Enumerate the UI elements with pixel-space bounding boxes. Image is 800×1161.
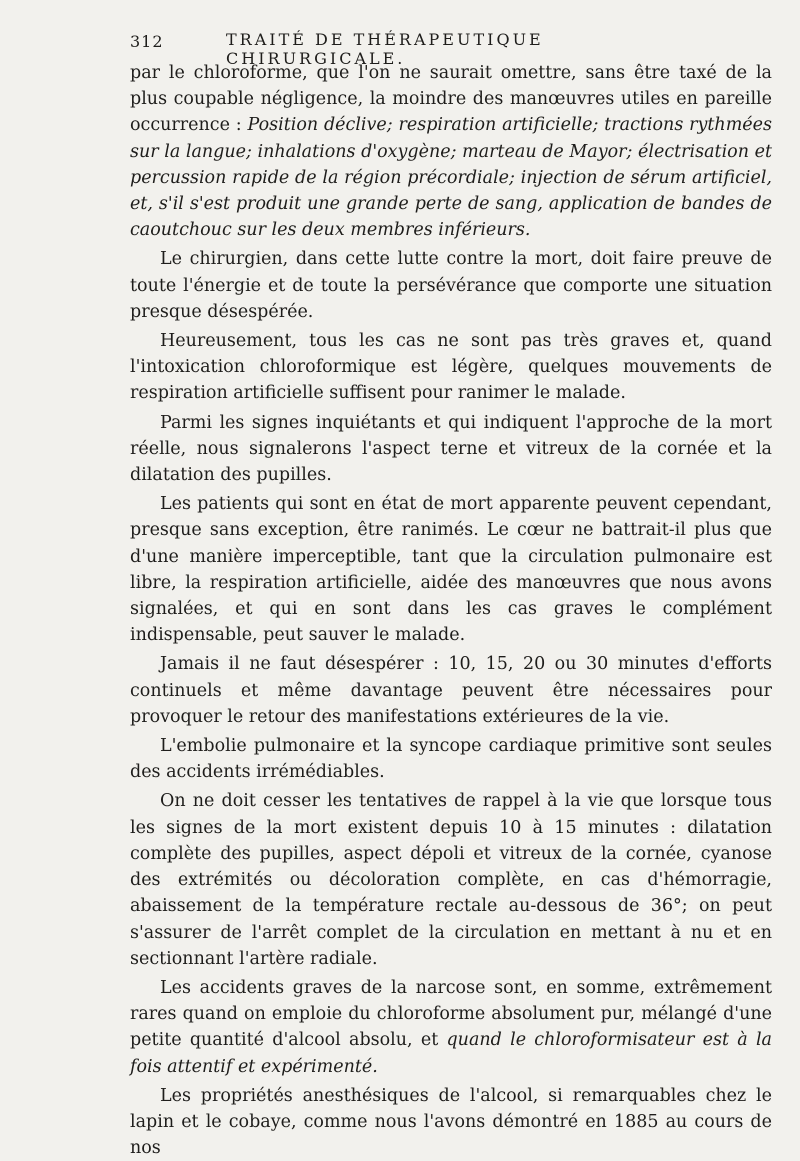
text-segment: Le chirurgien, dans cette lutte contre la mort, doit faire preuve de toute l'énergie et de toute la persévérance que comporte une situation presque désespérée. (130, 249, 772, 322)
text-segment: Les propriétés anesthésiques de l'alcool, si remarquables chez le lapin et le cobaye, comme nous l'avons démontré en 1885 au cours de nos (130, 1085, 772, 1159)
text-segment: Les patients qui sont en état de mort apparente peuvent cependant, presque sans exception, être ranimés. Le cœur ne battrait-il plus que d'une manière imperceptible, tant que la circulation pulmonaire est libre, la respiration artificielle, aidée des manœuvres que nous avons signalées, et qui en sont dans les cas graves le complément indispensable, peut sauver le malade. (130, 494, 772, 646)
paragraph (130, 651, 772, 730)
text-segment: L'embolie pulmonaire et la syncope cardiaque primitive sont seules des accidents irrémédiables. (130, 736, 772, 783)
paragraph (130, 410, 772, 489)
text-segment: On ne doit cesser les tentatives de rappel à la vie que lorsque tous les signes de la mort existent depuis 10 à 15 minutes : dilatation complète des pupilles, aspect dépoli et vitreux de la cornée, cyanose des extrémités ou décoloration complète, en cas d'hémorragie, abaissement de la température rectale au-dessous de 36°; on peut s'assurer de l'arrêt complet de la circulation en mettant à nu et en sectionnant l'artère radiale. (130, 791, 772, 969)
paragraph (130, 328, 772, 407)
running-title: TRAITÉ DE THÉRAPEUTIQUE CHIRURGICALE. (226, 30, 544, 68)
text-segment: Les accidents graves de la narcose sont, en somme, extrêmement rares quand on emploie du chloroforme absolument pur, mélangé d'une petite quantité d'alcool absolu, et (130, 977, 772, 1051)
paragraph (130, 246, 772, 325)
text-segment: Heureusement, tous les cas ne sont pas très graves et, quand l'intoxication chloroformique est légère, quelques mouvements de respiration artificielle suffisent pour ranimer le malade. (130, 331, 772, 404)
page-number: 312 (130, 32, 164, 51)
paragraph (130, 733, 772, 785)
paragraph (130, 788, 772, 971)
italic-text: quand le chloroformisateur est à la fois attentif et expérimenté. (130, 1030, 772, 1077)
text-segment: par le chloroforme, que l'on ne saurait omettre, sans être taxé de la plus coupable négligence, la moindre des manœuvres utiles en pareille occurrence : (130, 63, 772, 136)
text-segment: Jamais il ne faut désespérer : 10, 15, 20 ou 30 minutes d'efforts continuels et même davantage peuvent être nécessaires pour provoquer le retour des manifestations extérieures de la vie. (130, 654, 772, 727)
italic-text: Position déclive; respiration artificielle; tractions rythmées sur la langue; inhalations d'oxygène; marteau de Mayor; électrisation et percussion rapide de la région précordiale; injection de sérum artificiel, et, s'il s'est produit une grande perte de sang, application de bandes de caoutchouc sur les deux membres inférieurs. (130, 115, 772, 241)
paragraph (130, 60, 772, 243)
paragraph (130, 1083, 772, 1161)
body-text (130, 60, 772, 1161)
paragraph (130, 491, 772, 648)
page-header (130, 26, 690, 68)
paragraph (130, 975, 772, 1080)
text-segment: Parmi les signes inquiétants et qui indiquent l'approche de la mort réelle, nous signalerons l'aspect terne et vitreux de la cornée et la dilatation des pupilles. (130, 412, 772, 486)
